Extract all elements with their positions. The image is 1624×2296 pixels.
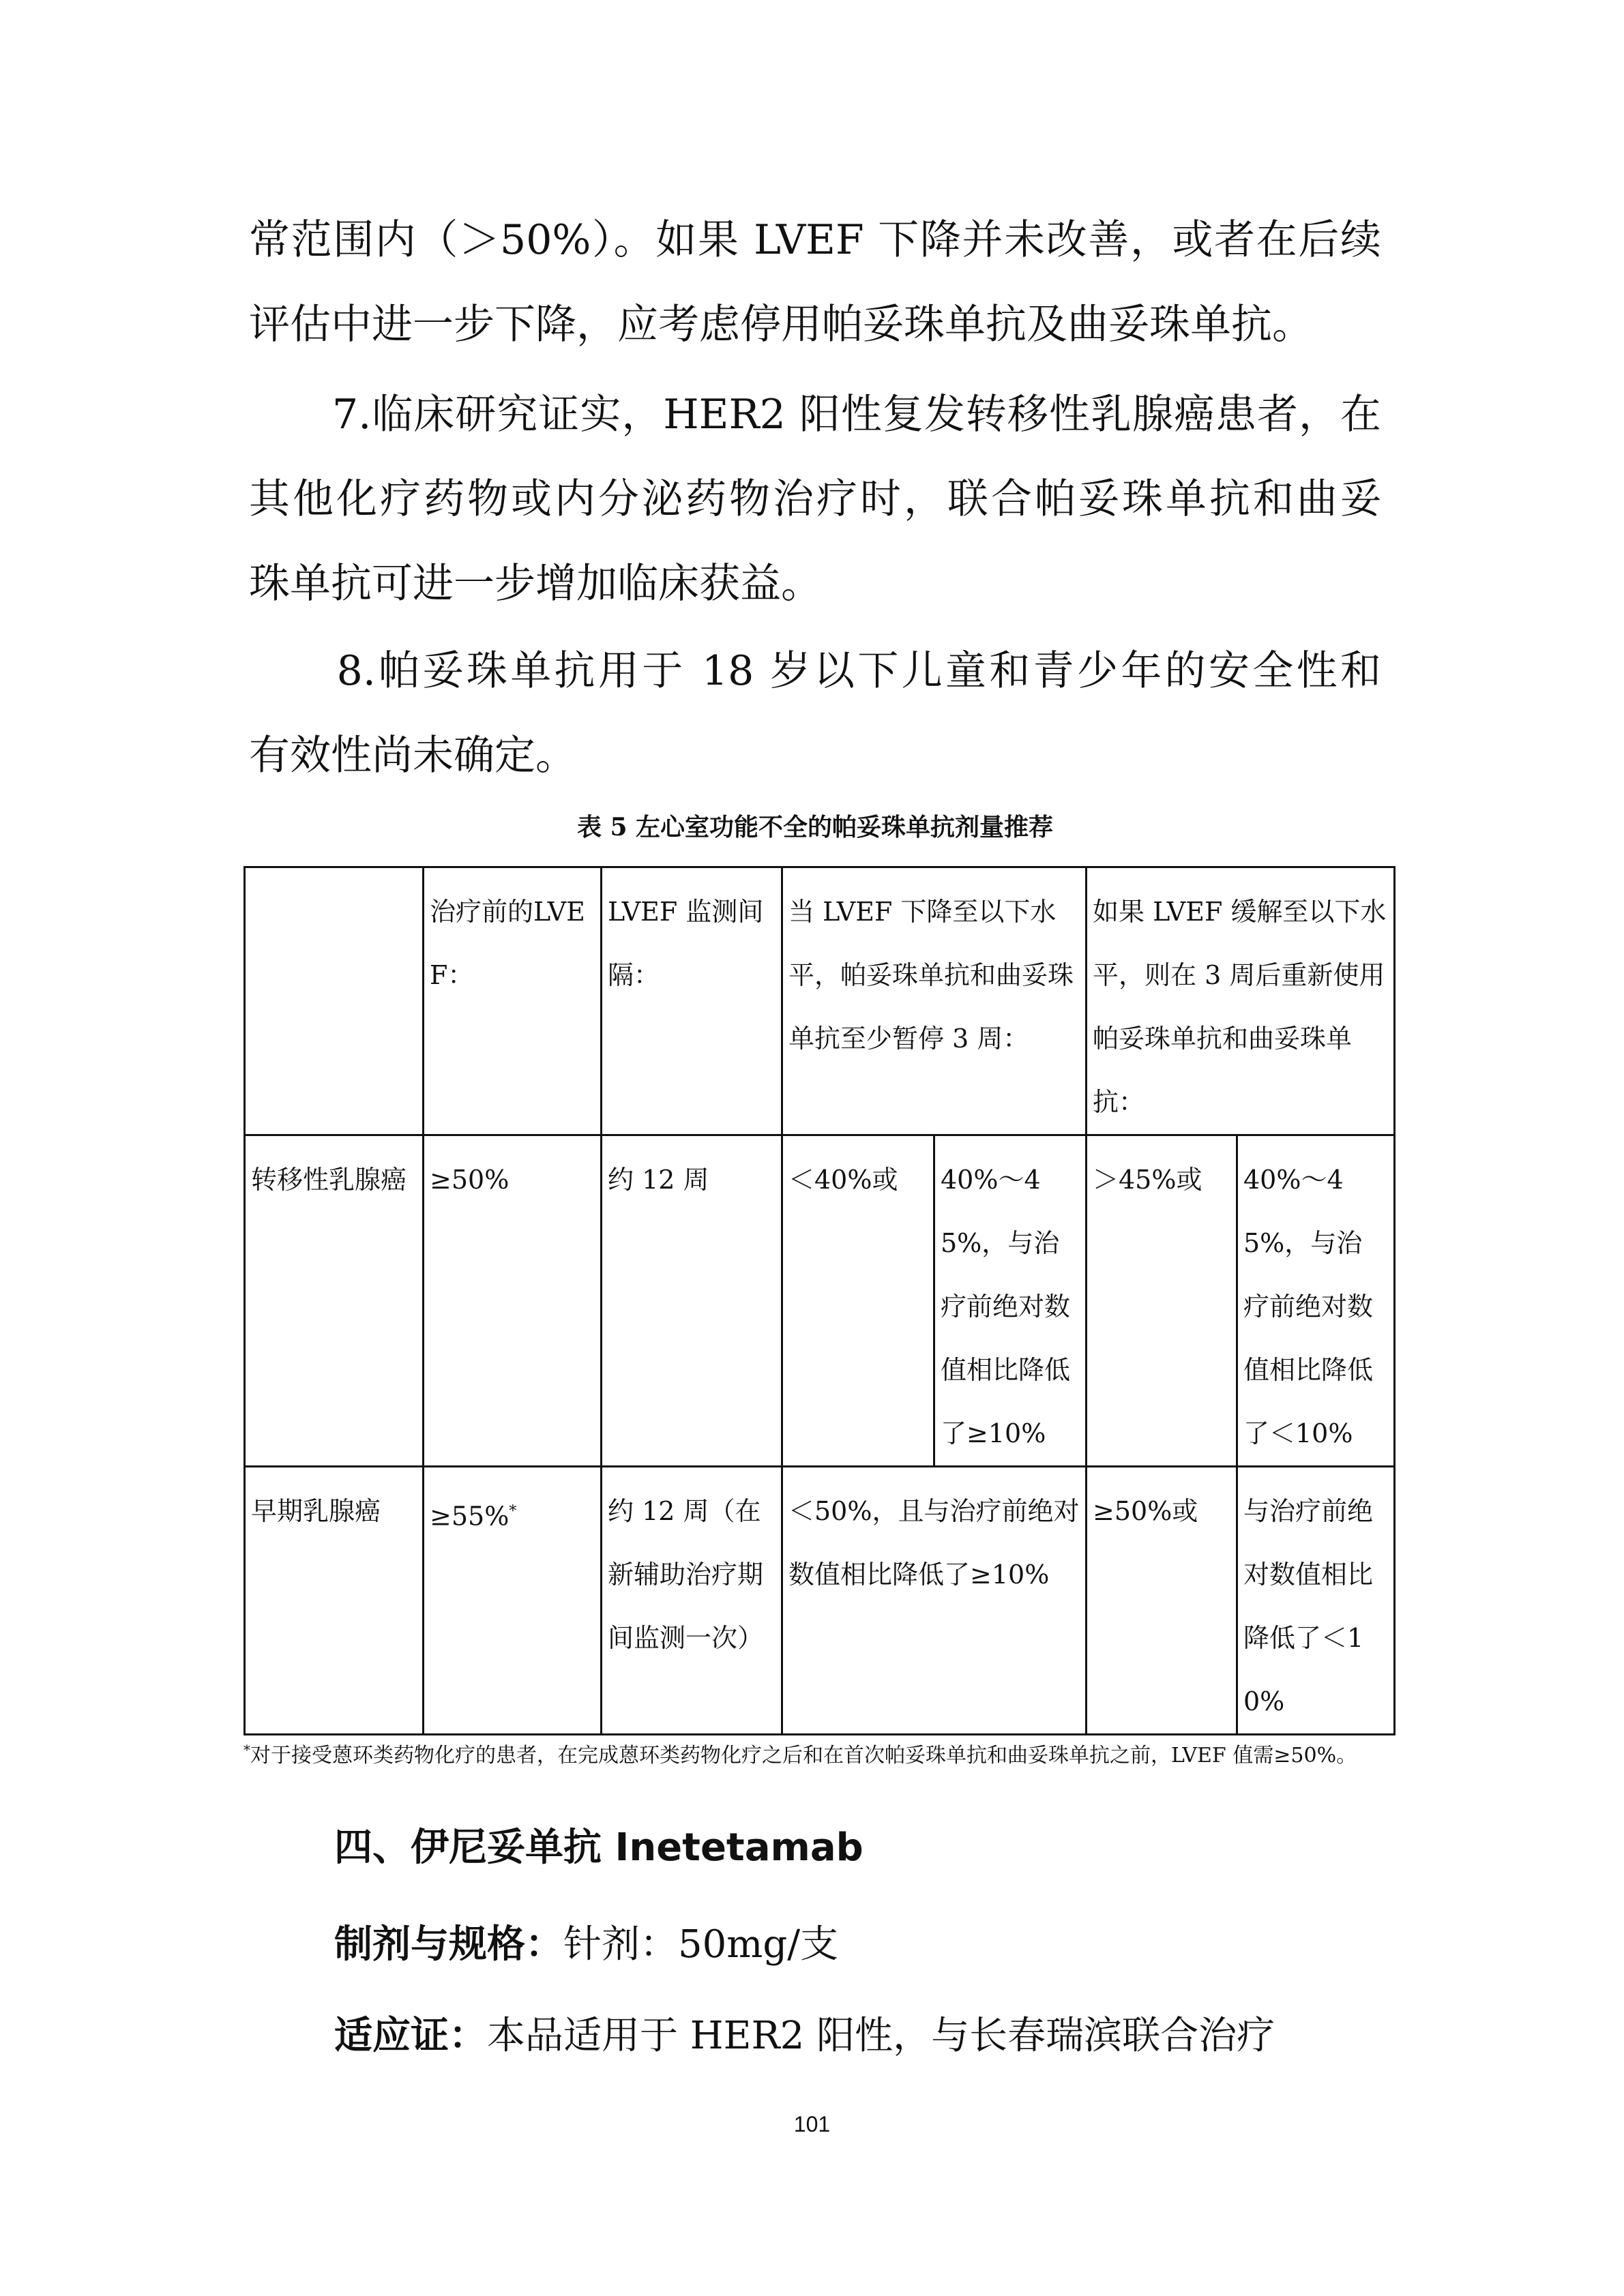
table-header-cell: 治疗前的LVEF：: [424, 867, 602, 1135]
text-line: 常范围内（＞50%）。如果 LVEF 下降并未改善，或者在后续: [249, 216, 1381, 264]
spec-value: 针剂：50mg/支: [563, 1922, 839, 1967]
table-footnote: [243, 1732, 1403, 1774]
table-cell: [424, 1467, 602, 1735]
text-line: 有效性尚未确定。: [249, 732, 576, 779]
table-caption: 表 5 左心室功能不全的帕妥珠单抗剂量推荐: [576, 813, 1054, 841]
table-row-label: 早期乳腺癌: [245, 1467, 424, 1735]
footnote-marker: *: [509, 1503, 517, 1520]
indication-line: [334, 2009, 1275, 2063]
table-cell: 40%～45%，与治疗前绝对数值相比降低了＜10%: [1237, 1135, 1395, 1467]
section-heading: [334, 1821, 863, 1875]
footnote-text: 对于接受蒽环类药物化疗的患者，在完成蒽环类药物化疗之后和在首次帕妥珠单抗和曲妥珠单抗之前，LVEF 值需≥50%。: [250, 1744, 1357, 1768]
table-row-label: 转移性乳腺癌: [245, 1135, 424, 1467]
paragraph-lvef-monitoring: [249, 198, 1381, 367]
table-cell: ＜40%或: [782, 1135, 934, 1467]
indication-value: 本品适用于 HER2 阳性，与长春瑞滨联合治疗: [487, 2014, 1275, 2058]
dose-table: [243, 866, 1396, 1735]
table-row: [245, 1135, 1395, 1467]
paragraph-item-7: [249, 372, 1381, 626]
text-line: 8.帕妥珠单抗用于 18 岁以下儿童和青少年的安全性和: [249, 647, 1381, 695]
text-line: 7.临床研究证实，HER2 阳性复发转移性乳腺癌患者，在: [249, 391, 1381, 438]
table-header-empty-cell: [245, 867, 424, 1135]
indication-label: 适应证：: [334, 2014, 487, 2058]
footnote-marker: *: [243, 1742, 250, 1758]
text-line: 评估中进一步下降，应考虑停用帕妥珠单抗及曲妥珠单抗。: [249, 301, 1313, 348]
text-line: 珠单抗可进一步增加临床获益。: [249, 560, 822, 608]
table-cell-value: ≥55%: [430, 1501, 510, 1532]
table-cell: ＜50%，且与治疗前绝对数值相比降低了≥10%: [782, 1467, 1087, 1735]
text-line: 其他化疗药物或内分泌药物治疗时，联合帕妥珠单抗和曲妥: [249, 475, 1381, 523]
table-cell: 与治疗前绝对数值相比降低了＜10%: [1237, 1467, 1395, 1735]
section-title: 四、伊尼妥单抗 Inetetamab: [334, 1825, 863, 1870]
table-cell: 约 12 周: [602, 1135, 782, 1467]
table-header-cell: 当 LVEF 下降至以下水平，帕妥珠单抗和曲妥珠单抗至少暂停 3 周：: [782, 867, 1087, 1135]
table-header-cell: 如果 LVEF 缓解至以下水平，则在 3 周后重新使用帕妥珠单抗和曲妥珠单抗：: [1087, 867, 1395, 1135]
table-cell: ＞45%或: [1087, 1135, 1237, 1467]
spec-label: 制剂与规格：: [334, 1922, 563, 1967]
spec-line: [334, 1918, 838, 1972]
table-cell: ≥50%: [424, 1135, 602, 1467]
table-row: [245, 1467, 1395, 1735]
table-header-row: [245, 867, 1395, 1135]
table-cell: 40%～45%，与治疗前绝对数值相比降低了≥10%: [934, 1135, 1087, 1467]
paragraph-item-8: [249, 629, 1381, 798]
table-header-cell: LVEF 监测间隔：: [602, 867, 782, 1135]
table-cell: 约 12 周（在新辅助治疗期间监测一次）: [602, 1467, 782, 1735]
table-cell: ≥50%或: [1087, 1467, 1237, 1735]
page-number: 101: [793, 2112, 831, 2136]
